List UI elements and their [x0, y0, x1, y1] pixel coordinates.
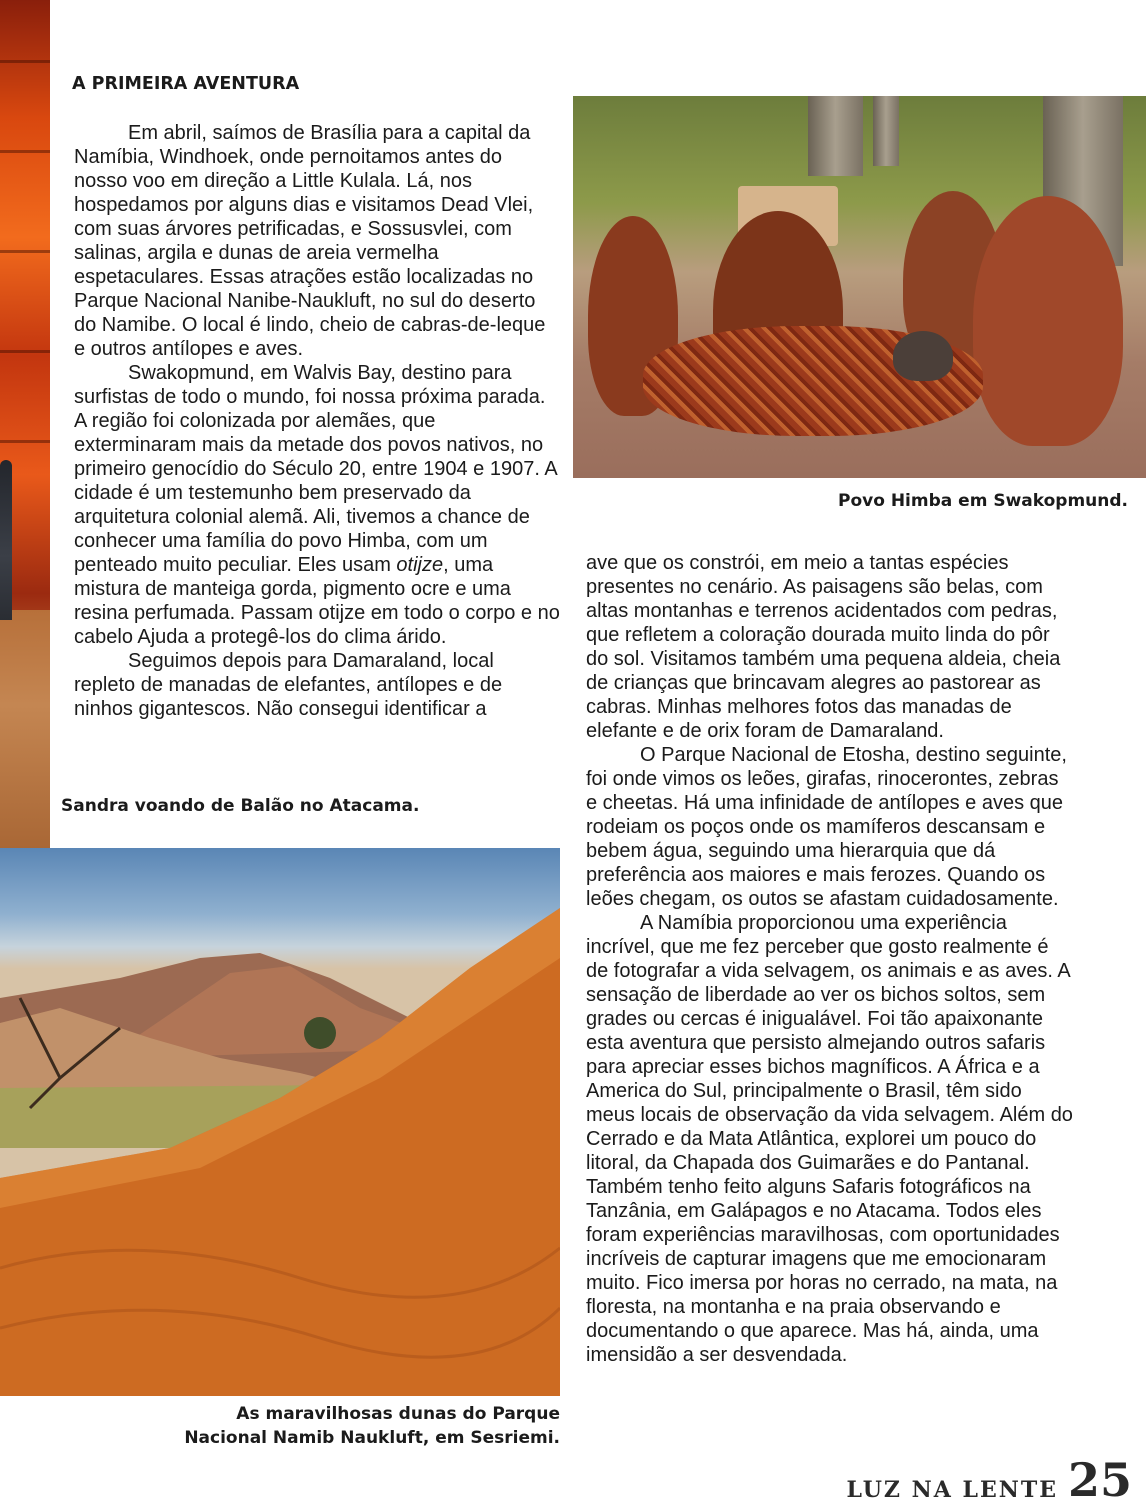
- caption-balloon: Sandra voando de Balão no Atacama.: [61, 796, 420, 816]
- paragraph: O Parque Nacional de Etosha, destino seguinte, foi onde vimos os leões, girafas, rinocerontes, zebras e cheetas. Há uma infinidade de antílopes e aves que rodeiam os poços onde os mamíferos descansam e bebem água, seguindo uma hierarquia que dá preferência aos maiores e mais ferozes. Quando os leões chegam, os outos se afastam cuidadosamente.: [586, 744, 1067, 910]
- paragraph: ave que os constrói, em meio a tantas espécies presentes no cenário. As paisagens são belas, com altas montanhas e terrenos acidentados com pedras, que refletem a coloração dourada muito linda do pôr do sol. Visitamos também uma pequena aldeia, cheia de crianças que brincavam alegres ao pastorear as cabras. Minhas melhores fotos das manadas de elefante e de orix foram de Damaraland.: [586, 552, 1061, 742]
- paragraph: Em abril, saímos de Brasília para a capital da Namíbia, Windhoek, onde pernoitamos antes do nosso voo em direção a Little Kulala. Lá, nos hospedamos por alguns dias e visitamos Dead Vlei, com suas árvores petrificadas, e Sossusvlei, com salinas, argila e dunas de areia vermelha espetaculares. Essas atrações estão localizadas no Parque Nacional Nanibe-Naukluft, no sul do deserto do Namibe. O local é lindo, cheio de cabras-de-leque e outros antílopes e aves.: [74, 122, 546, 360]
- caption-dunes: [140, 1402, 560, 1450]
- caption-himba: Povo Himba em Swakopmund.: [838, 491, 1128, 511]
- balloon-photo: [0, 0, 50, 848]
- magazine-name: LUZ NA LENTE: [846, 1477, 1058, 1503]
- caption-dunes-line-2: Nacional Namib Naukluft, em Sesriemi.: [184, 1428, 560, 1448]
- page-footer: [846, 1453, 1132, 1507]
- paragraph-text: Swakopmund, em Walvis Bay, destino para surfistas de todo o mundo, foi nossa próxima parada. A região foi colonizada por alemães, que exterminaram mais da metade dos povos nativos, no primeiro genocídio do Século 20, entre 1904 e 1907. A cidade é um testemunho bem preservado da arquitetura colonial alemã. Ali, tivemos a chance de conhecer uma família do povo Himba, com um penteado muito peculiar. Eles usam: [74, 362, 557, 576]
- paragraph-text: , uma mistura de manteiga gorda, pigmento ocre e uma resina perfumada. Passam otijze em todo o corpo e no cabelo Ajuda a protegê-los do clima árido.: [74, 554, 560, 648]
- himba-photo: [573, 96, 1146, 478]
- paragraph: [74, 361, 560, 649]
- page-number: 25: [1067, 1453, 1132, 1507]
- paragraph: Seguimos depois para Damaraland, local repleto de manadas de elefantes, antílopes e de ninhos gigantescos. Não consegui identificar a: [74, 650, 503, 720]
- article-column-1: [74, 121, 560, 721]
- article-heading: A PRIMEIRA AVENTURA: [72, 74, 300, 94]
- paragraph: A Namíbia proporcionou uma experiência incrível, que me fez perceber que gosto realmente é de fotografar a vida selvagem, os animais e as aves. A sensação de liberdade ao ver os bichos soltos, sem grades ou cercas é inigualável. Foi tão apaixonante esta aventura que persisto almejando outros safaris para apreciar esses bichos magníficos. A África e a America do Sul, principalmente o Brasil, têm sido meus locais de observação da vida selvagem. Além do Cerrado e da Mata Atlântica, explorei um pouco do litoral, da Chapada dos Guimarães e do Pantanal. Também tenho feito alguns Safaris fotográficos na Tanzânia, em Galápagos e no Atacama. Todos eles foram experiências maravilhosas, com oportunidades incríveis de capturar imagens que me emocionaram muito. Fico imersa por horas no cerrado, na mata, na floresta, na montanha e na praia observando e documentando o que aparece. Mas há, ainda, uma imensidão a ser desvendada.: [586, 912, 1073, 1366]
- dunes-photo: [0, 848, 560, 1396]
- italic-term: otijze: [396, 554, 444, 576]
- caption-dunes-line-1: As maravilhosas dunas do Parque: [236, 1404, 560, 1424]
- article-column-2: [586, 551, 1074, 1367]
